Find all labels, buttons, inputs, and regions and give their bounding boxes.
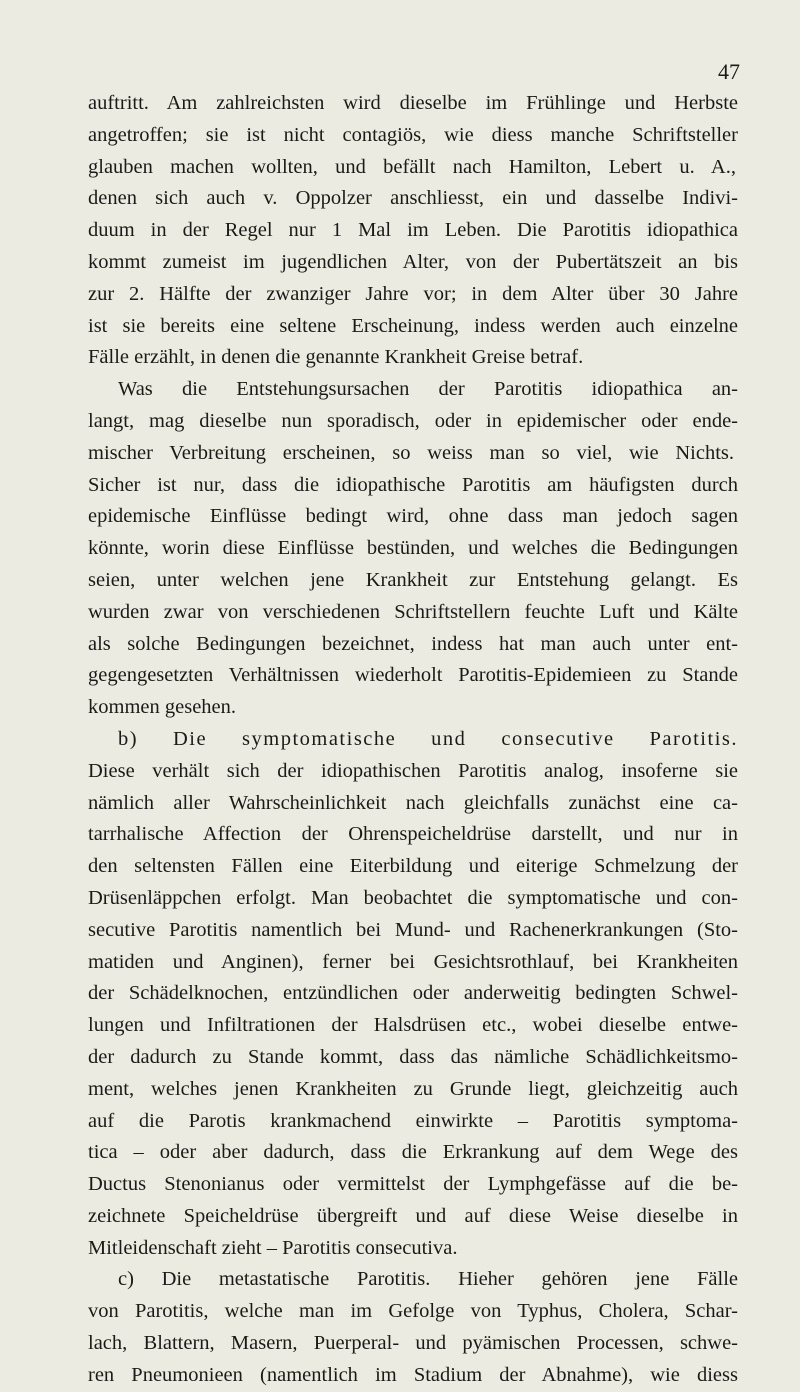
text-line: den seltensten Fällen eine Eiterbildung und eiterige Schmelzung der [88, 855, 738, 878]
text-line: könnte, worin diese Einflüsse bestünden, und welches die Bedingungen [88, 537, 738, 560]
text-line: nämlich aller Wahrscheinlichkeit nach gleichfalls zunächst eine ca- [88, 791, 738, 814]
body-text [88, 88, 738, 1392]
text-line: Ductus Stenonianus oder vermittelst der Lymphgefässe auf die be- [88, 1173, 738, 1196]
text-line: der dadurch zu Stande kommt, dass das nämliche Schädlichkeitsmo- [88, 1045, 738, 1068]
text-line: von Parotitis, welche man im Gefolge von Typhus, Cholera, Schar- [88, 1300, 738, 1323]
page-number: 47 [718, 59, 740, 84]
text-line: lach, Blattern, Masern, Puerperal- und pyämischen Processen, schwe- [88, 1332, 738, 1355]
text-line: langt, mag dieselbe nun sporadisch, oder in epidemischer oder ende- [88, 409, 738, 432]
text-line: Fälle erzählt, in denen die genannte Krankheit Greise betraf. [88, 346, 584, 369]
text-line: secutive Parotitis namentlich bei Mund- und Rachenerkrankungen (Sto- [88, 918, 738, 941]
text-line: tica – oder aber dadurch, dass die Erkrankung auf dem Wege des [88, 1141, 738, 1164]
section-heading-b: b) Die symptomatische und consecutive Parotitis. [118, 727, 738, 750]
text-line: wurden zwar von verschiedenen Schriftstellern feuchte Luft und Kälte [88, 600, 738, 623]
text-line: gegengesetzten Verhältnissen wiederholt Parotitis-Epidemieen zu Stande [88, 664, 738, 687]
text-line: kommen gesehen. [88, 696, 237, 719]
text-line: lungen und Infiltrationen der Halsdrüsen etc., wobei dieselbe entwe- [88, 1014, 738, 1037]
text-line: Sicher ist nur, dass die idiopathische Parotitis am häufigsten durch [88, 473, 738, 496]
text-line: Was die Entstehungsursachen der Parotitis idiopathica an- [118, 378, 738, 401]
text-line: matiden und Anginen), ferner bei Gesichtsrothlauf, bei Krankheiten [88, 950, 738, 973]
text-line: glauben machen wollten, und befällt nach Hamilton, Lebert u. A., [88, 155, 736, 178]
text-line: auf die Parotis krankmachend einwirkte – Parotitis symptoma- [88, 1109, 738, 1132]
text-line: auftritt. Am zahlreichsten wird dieselbe im Frühlinge und Herbste [88, 92, 738, 114]
text-line: seien, unter welchen jene Krankheit zur Entstehung gelangt. Es [88, 568, 738, 591]
text-line: denen sich auch v. Oppolzer anschliesst, ein und dasselbe Indivi- [88, 187, 738, 210]
text-line: als solche Bedingungen bezeichnet, indess hat man auch unter ent- [88, 632, 738, 655]
text-line: duum in der Regel nur 1 Mal im Leben. Die Parotitis idiopathica [88, 219, 738, 242]
text-line: Mitleidenschaft zieht – Parotitis consecutiva. [88, 1236, 458, 1259]
text-line: Diese verhält sich der idiopathischen Parotitis analog, insoferne sie [88, 759, 738, 782]
text-line: zeichnete Speicheldrüse übergreift und auf diese Weise dieselbe in [88, 1204, 738, 1227]
text-line: Drüsenläppchen erfolgt. Man beobachtet die symptomatische und con- [88, 886, 738, 909]
text-line: ren Pneumonieen (namentlich im Stadium der Abnahme), wie diess [88, 1363, 738, 1386]
text-line: ist sie bereits eine seltene Erscheinung, indess werden auch einzelne [88, 314, 738, 337]
text-line: zur 2. Hälfte der zwanziger Jahre vor; in dem Alter über 30 Jahre [88, 282, 738, 305]
text-line: ment, welches jenen Krankheiten zu Grunde liegt, gleichzeitig auch [88, 1077, 738, 1100]
text-line: tarrhalische Affection der Ohrenspeicheldrüse darstellt, und nur in [88, 823, 738, 846]
text-line: angetroffen; sie ist nicht contagiös, wie diess manche Schriftsteller [88, 123, 738, 146]
text-line: der Schädelknochen, entzündlichen oder anderweitig bedingten Schwel- [88, 982, 738, 1005]
text-line: epidemische Einflüsse bedingt wird, ohne dass man jedoch sagen [88, 505, 738, 528]
text-line: kommt zumeist im jugendlichen Alter, von der Pubertätszeit an bis [88, 250, 738, 273]
text-line: mischer Verbreitung erscheinen, so weiss man so viel, wie Nichts. [88, 441, 734, 464]
section-heading-c: c) Die metastatische Parotitis. Hieher gehören jene Fälle [118, 1268, 738, 1291]
